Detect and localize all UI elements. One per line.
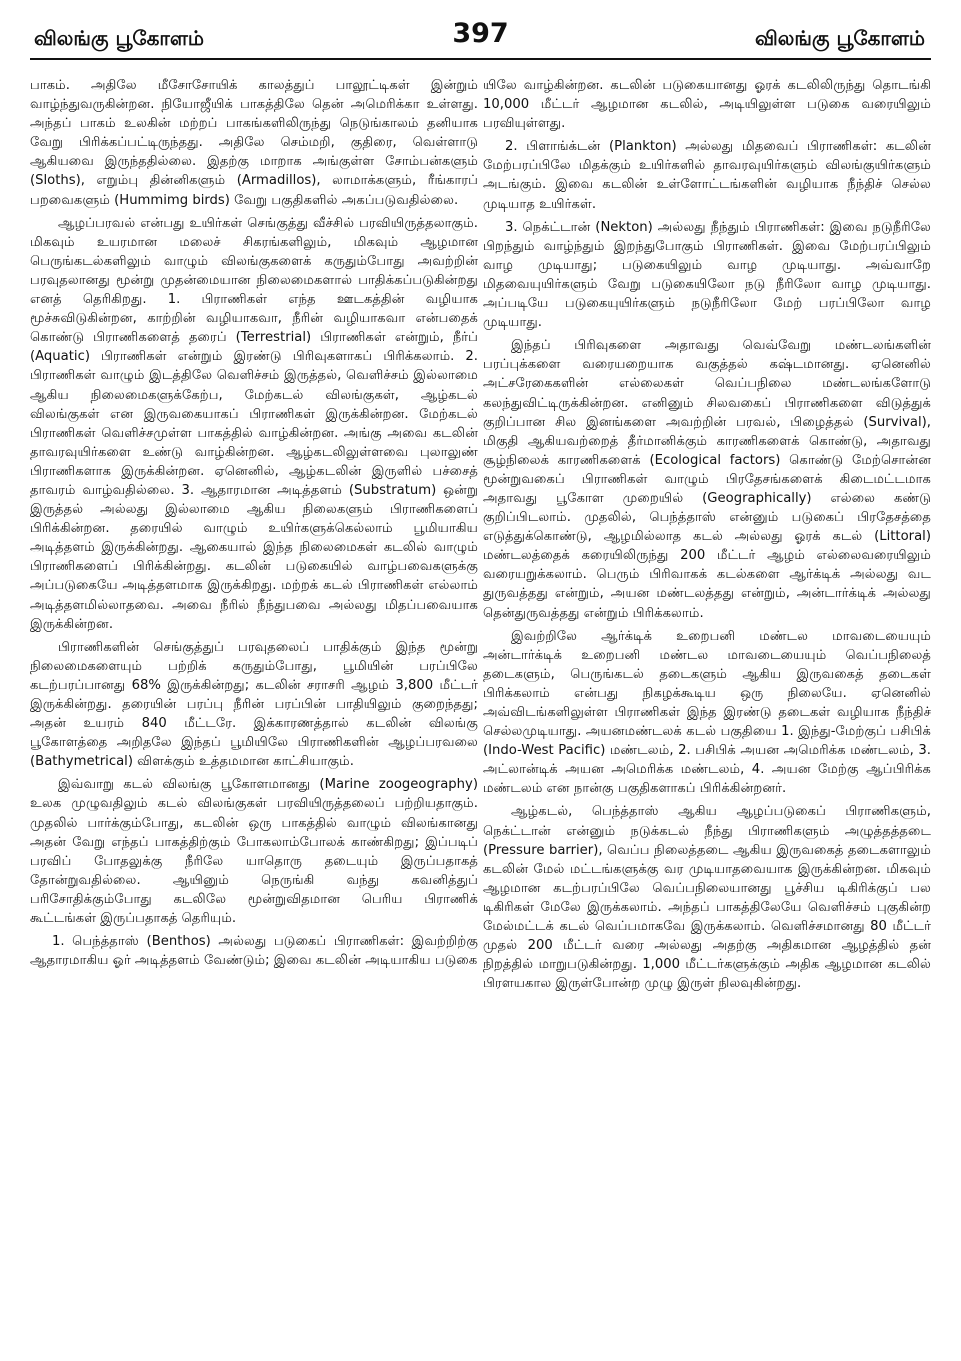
paragraph: யிலே வாழ்கின்றன. கடலின் படுகையானது ஓரக் கடலிலிருந்து தொடங்கி 10,000 மீட்டர் ஆழமான கடலில், அடியிலுள்ள படுகை வரையிலும் பரவியுள்ளது. bbox=[483, 78, 931, 132]
paragraph: பிராணிகளின் செங்குத்துப் பரவுதலைப் பாதிக்கும் இந்த மூன்று நிலைமைகளையும் பற்றிக் கருதும்போது, பூமியின் பரப்பிலே கடற்பரப்பானது 68% இருக்கின்றது; கடலின் சராசரி ஆழம் 3,800 மீட்டர் இருக்கின்றது. தரையின் பரப்பு நீரின் பரப்பின் பாதியிலும் குறைந்தது; அதன் உயரம் 840 மீட்டரே. இக்காரணத்தால் கடலின் விலங்கு பூகோளத்தை அறிதலே இந்தப் பூமியிலே பிராணிகளின் ஆழப்பரவலை (Bathymetrical) விளக்கும் உத்தமமான காட்சியாகும். bbox=[30, 639, 478, 770]
paragraph: இந்தப் பிரிவுகளை அதாவது வெவ்வேறு மண்டலங்களின் பரப்புக்களை வரையறையாக வகுத்தல் கஷ்டமானது. ஏனெனில் அட்சரேகைகளின் எல்லைகள் வெப்பநிலை மண்டலங்களோடு கலந்துவிட்டிருக்கின்றன. எனினும் சிலவகைப் பிராணிகளை விடுத்துக் குறிப்பான சில இனங்களை அவற்றின் பரவல், பிழைத்தல் (Survival), மிகுதி ஆகியவற்றைத் தீர்மானிக்கும் காரணிகளைக் கொண்டு, அதாவது சூழ்நிலைக் காரணிகளைக் (Ecological factors) கொண்டு மேற்சொன்ன மூன்றுவகைப் பிராணிகள் வாழும் பிரதேசங்களைக் கிடைமட்டமாக அதாவது பூகோள முறையில் (Geographically) எல்லை கண்டு குறிப்பிடலாம். முதலில், பெந்த்தாஸ் என்னும் படுகைப் பிரதேசத்தை எடுத்துக்கொண்டு, ஆழமில்லாத கடல் அல்லது ஓரக் கடல் (Littoral) மண்டலத்தைக் கரையிலிருந்து 200 மீட்டர் ஆழம் எல்லைவரையிலும் வரையறுக்கலாம். பெரும் பிரிவாகக் கடல்களை ஆர்க்டிக் அல்லது வட துருவத்தது என்றும், அயன மண்டலத்தது என்றும், அன்டார்க்டிக் அல்லது தென்துருவத்தது என்றும் பிரிக்கலாம். bbox=[483, 338, 931, 621]
left-column bbox=[30, 76, 478, 997]
paragraph: ஆழ்கடல், பெந்த்தாஸ் ஆகிய ஆழப்படுகைப் பிராணிகளும், நெக்ட்டான் என்னும் நடுக்கடல் நீந்து பிராணிகளும் அழுத்தத்தடை (Pressure barrier), வெப்ப நிலைத்தடை ஆகிய இருவகைத் தடைகளாலும் கடலின் மேல் மட்டங்களுக்கு வர முடியாதவையாக இருக்கின்றன. மிகவும் ஆழமான கடற்பரப்பிலே வெப்பநிலையானது பூச்சிய டிகிரிக்குப் பல டிகிரிகள் மேலே இருக்கலாம். அந்தப் பாகத்திலேயே வெளிச்சம் புகுகின்ற மேல்மட்டக் கடல் வெப்பமாகவே இருக்கலாம். வெளிச்சமானது 80 மீட்டர் முதல் 200 மீட்டர் வரை அல்லது அதற்கு அதிகமான ஆழத்தில் தன் நிறத்தில் மாறுபடுகின்றது. 1,000 மீட்டர்களுக்கும் அதிக ஆழமான கடலில் பிரளயகால இருள்போன்ற முழு இருள் நிலவுகின்றது. bbox=[483, 804, 931, 992]
paragraph: 2. பிளாங்க்டன் (Plankton) அல்லது மிதவைப் பிராணிகள்: கடலின் மேற்பரப்பிலே மிதக்கும் உயிர்களில் தாவரவுயிர்களும் விலங்குயிர்களும் அடங்கும். இவை கடலின் உள்ளோட்டங்களின் வழியாக நீந்திச் செல்ல முடியாத உயிர்கள். bbox=[483, 139, 931, 212]
paragraph: ஆழப்பரவல் என்பது உயிர்கள் செங்குத்து வீச்சில் பரவியிருத்தலாகும். மிகவும் உயரமான மலைச் சிகரங்களிலும், மிகவும் ஆழமான பெருங்கடல்களிலும் வாழும் விலங்குகளைக் கருதும்போது அவற்றின் பரவுதலானது மூன்று முதன்மையான நிலைமைகளால் பாதிக்கப்படுகின்றது எனத் தெரிகிறது. 1. பிராணிகள் எந்த ஊடகத்தின் வழியாக மூச்சுவிடுகின்றன, காற்றின் வழியாகவா, நீரின் வழியாகவா என்பதைக் கொண்டு பிராணிகளைத் தரைப் (Terrestrial) பிராணிகள் என்றும், நீர்ப் (Aquatic) பிராணிகள் என்றும் இரண்டு பிரிவுகளாகப் பிரிக்கலாம். 2. பிராணிகள் வாழும் இடத்திலே வெளிச்சம் இருத்தல், வெளிச்சம் இல்லாமை ஆகிய நிலைமைகளுக்கேற்ப, மேற்கடல் விலங்குகள், ஆழ்கடல் விலங்குகள் என இருவகையாகப் பிராணிகள் இருக்கின்றன. மேற்கடல் பிராணிகள் வெளிச்சமுள்ள பாகத்தில் வாழ்கின்றன. அங்கு அவை கடலின் தாவரவுயிர்களை உண்டு வாழ்கின்றன. ஆழ்கடலிலுள்ளவை புலாலுண் பிராணிகளாக இருக்கின்றன. ஏனெனில், ஆழ்கடலின் இருளில் பச்சைத் தாவரம் வாழ்வதில்லை. 3. ஆதாரமான அடித்தளம் (Substratum) ஒன்று இருத்தல் அல்லது இல்லாமை ஆகிய நிலைகளும் பிராணிகளைப் பிரிக்கின்றன. தரையில் வாழும் உயிர்களுக்கெல்லாம் பூமியாகிய அடித்தளம் இருக்கின்றது. ஆகையால் இந்த நிலைமைகள் கடலில் வாழும் பிராணிகளைப் பிரிக்கின்றது. கடலின் படுகையில் வாழ்பவைகளுக்கு அப்படுகையே அடித்தளமாக இருக்கிறது. மற்றக் கடல் பிராணிகள் எல்லாம் அடித்தளமில்லாதவை. அவை நீரில் நீந்துபவை அல்லது மிதப்பவையாக இருக்கின்றன. bbox=[30, 215, 478, 632]
paragraph: இவ்வாறு கடல் விலங்கு பூகோளமானது (Marine zoogeography) உலக முழுவதிலும் கடல் விலங்குகள் பரவியிருத்தலைப் பற்றியதாகும். முதலில் பார்க்கும்போது, கடலின் ஒரு பாகத்தில் வாழும் விலங்கானது அதன் வேறு எந்தப் பாகத்திற்கும் போகலாம்போலக் காண்கிறது; இப்படிப் பரவிப் போதலுக்கு நீரிலே யாதொரு தடையும் இருப்பதாகத் தோன்றுவதில்லை. ஆயினும் நெருங்கி வந்து கவனித்துப் பரிசோதிக்கும்போது கடலிலே மூன்றுவிதமான பெரிய பிராணிக் கூட்டங்கள் இருப்பதாகத் தெரியும். bbox=[30, 777, 478, 927]
paragraph: 3. நெக்ட்டான் (Nekton) அல்லது நீந்தும் பிராணிகள்: இவை நடுநீரிலே பிறந்தும் வாழ்ந்தும் இறந்துபோகும் பிராணிகள். இவை மேற்பரப்பிலும் வாழ முடியாது; படுகையிலும் வாழ முடியாது. அவ்வாறே மிதவையுயிர்களும் வேறு படுகையிலோ நடு நீரிலோ வாழ முடியாது. அப்படியே படுகையுயிர்களும் நடுநீரிலோ மேற் பரப்பிலோ வாழ முடியாது. bbox=[483, 219, 931, 331]
two-column-body bbox=[30, 76, 931, 997]
paragraph: 1. பெந்த்தாஸ் (Benthos) அல்லது படுகைப் பிராணிகள்: இவற்றிற்கு ஆதாரமாகிய ஓர் அடித்தளம் வேண்டும்; இவை கடலின் அடியாகிய படுகை bbox=[30, 934, 478, 969]
right-column bbox=[483, 76, 931, 997]
running-header bbox=[30, 14, 931, 60]
running-title-right: விலங்கு பூகோளம் bbox=[755, 26, 925, 50]
running-title-left: விலங்கு பூகோளம் bbox=[34, 26, 204, 50]
page-number: 397 bbox=[452, 18, 509, 49]
paragraph: இவற்றிலே ஆர்க்டிக் உறைபனி மண்டல மாவடையையும் அன்டார்க்டிக் உறைபனி மண்டல மாவடையையும் வெப்பநிலைத் தடைகளும், பெருங்கடல் தடைகளும் ஆகிய இருவகைத் தடைகள் பிரிக்கலாம் என்பது நிகழக்கூடிய ஒரு நிலையே. ஏனெனில் அவ்விடங்களிலுள்ள பிராணிகள் இந்த இரண்டு தடைகள் வழியாக நீந்திச் செல்லமுடியாது. அயனமண்டலக் கடல் பகுதியை 1. இந்து-மேற்குப் பசிபிக் (Indo-West Pacific) மண்டலம், 2. பசிபிக் அயன அமெரிக்க மண்டலம், 3. அட்லான்டிக் அயன அமெரிக்க மண்டலம், 4. அயன மேற்கு ஆப்பிரிக்க மண்டலம் என நான்கு பகுதிகளாகப் பிரிக்கின்றனர். bbox=[483, 628, 931, 797]
paragraph: பாகம். அதிலே மீசோசோயிக் காலத்துப் பாலூட்டிகள் இன்றும் வாழ்ந்துவருகின்றன. நியோஜீயிக் பாகத்திலே தென் அமெரிக்கா உள்ளது. அந்தப் பாகம் உலகின் மற்றப் பாகங்களிலிருந்து நெடுங்காலம் தனியாக வேறு பிரிக்கப்பட்டிருந்தது. அதிலே செம்மறி, குதிரை, வெள்ளாடு ஆகியவை இருந்ததில்லை. இதற்கு மாறாக அங்குள்ள சோம்பன்களும் (Sloths), எறும்பு தின்னிகளும் (Armadillos), லாமாக்களும், ரீங்காரப் பறவைகளும் (Hummimg birds) வேறு பகுதிகளில் அகப்படுவதில்லை. bbox=[30, 78, 478, 208]
